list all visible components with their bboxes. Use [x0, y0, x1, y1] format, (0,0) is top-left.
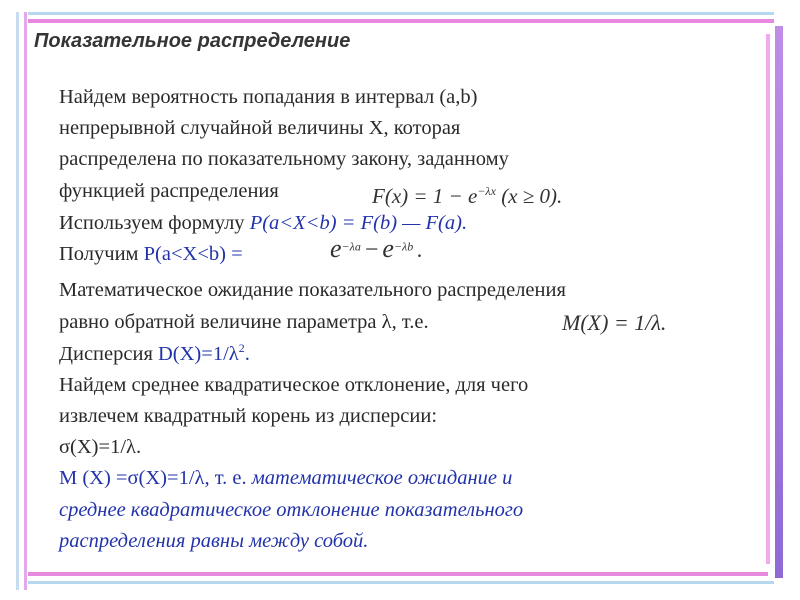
distribution-formula-exponent: −λx [477, 184, 496, 198]
result-prefix: Получим [59, 243, 144, 265]
text-line-2: непрерывной случайной величины X, которая [59, 117, 461, 139]
expectation-line-1: Математическое ожидание показательного распределения [59, 279, 566, 301]
variance-power: 2 [238, 341, 245, 356]
result-expression: P(a<X<b) = [143, 243, 243, 265]
result-minus: − [364, 237, 379, 263]
frame-line-right-1 [766, 34, 770, 564]
result-e2-exponent: −λb [393, 239, 414, 254]
result-formula [330, 234, 423, 264]
conclusion-line-3: распределения равны между собой. [59, 530, 369, 552]
text-line-3: распределена по показательному закону, заданному [59, 148, 509, 170]
result-e1: e [330, 234, 342, 263]
frame-line-left-1 [16, 12, 19, 590]
result-e1-exponent: −λa [341, 239, 361, 254]
conclusion-expression: M (X) =σ(X)=1/λ, т. е. [59, 467, 252, 489]
text-line-1: Найдем вероятность попадания в интервал (a,b) [59, 86, 478, 108]
distribution-formula-condition: (x ≥ 0). [495, 184, 563, 208]
variance-expression: D(X)=1/λ [158, 343, 239, 365]
text-line-4: функцией распределения [59, 180, 279, 202]
frame-line-bottom-2 [28, 581, 774, 584]
frame-line-right-2 [775, 26, 783, 578]
std-dev-line-1: Найдем среднее квадратическое отклонение, для чего [59, 374, 529, 396]
result-e2: e [382, 234, 394, 263]
frame-line-bottom-1 [28, 572, 768, 576]
expectation-line-2: равно обратной величине параметра λ, т.е. [59, 311, 429, 333]
std-dev-line-3: σ(X)=1/λ. [59, 436, 142, 458]
frame-line-top-2 [28, 19, 774, 23]
variance-line [59, 343, 250, 366]
conclusion-line-1 [59, 467, 512, 490]
variance-prefix: Дисперсия [59, 343, 158, 365]
use-formula-line [59, 212, 467, 235]
use-formula-expression: P(a<X<b) = F(b) — F(a). [249, 212, 468, 234]
use-formula-prefix: Используем формулу [59, 212, 250, 234]
distribution-formula [372, 184, 562, 209]
frame-line-left-2 [24, 12, 27, 590]
variance-end: . [244, 343, 250, 365]
expectation-formula: M(X) = 1/λ. [562, 310, 667, 335]
conclusion-line-2: среднее квадратическое отклонение показательного [59, 499, 524, 521]
result-line [59, 243, 243, 266]
slide-title: Показательное распределение [34, 30, 351, 52]
std-dev-line-2: извлечем квадратный корень из дисперсии: [59, 405, 438, 427]
distribution-formula-main: F(x) = 1 − e [372, 184, 478, 208]
conclusion-italic-1: математическое ожидание и [251, 467, 513, 489]
frame-line-top-1 [28, 12, 774, 15]
result-end: . [417, 237, 423, 262]
